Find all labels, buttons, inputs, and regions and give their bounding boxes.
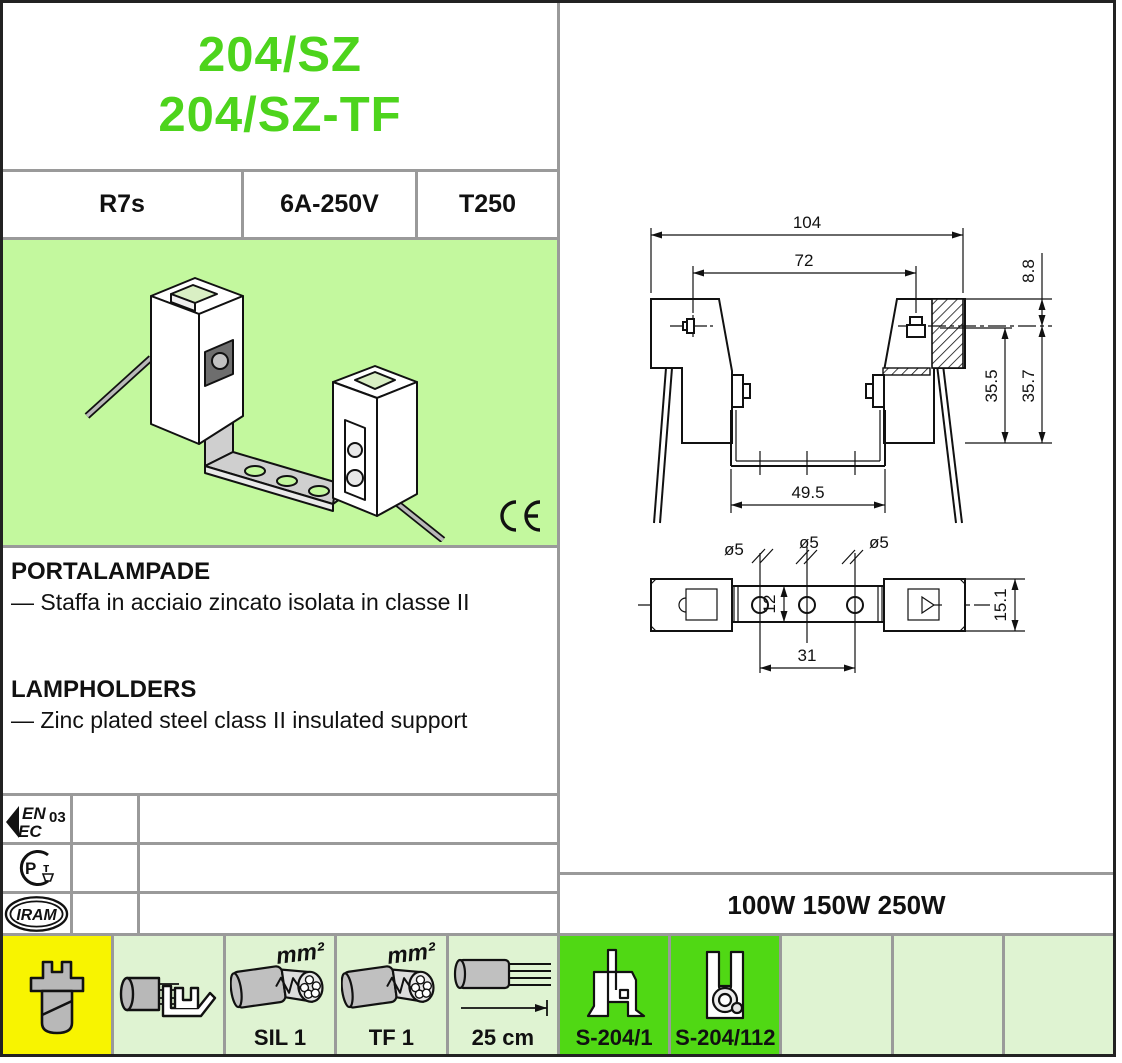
title-block xyxy=(3,3,557,169)
accessory-cell-sil1 xyxy=(223,936,334,1054)
svg-text:03: 03 xyxy=(48,809,66,826)
product-isometric-drawing xyxy=(3,240,557,542)
section-title-it: PORTALAMPADE xyxy=(11,558,211,585)
accessory-cell-cable-length xyxy=(446,936,557,1054)
accessory-cell-spare-s204-112 xyxy=(668,936,779,1054)
certification-row-iram xyxy=(3,891,557,934)
svg-text:IRAM: IRAM xyxy=(16,906,57,924)
specs-row xyxy=(3,169,557,237)
accessory-cell-tf1 xyxy=(334,936,445,1054)
wattage-text: 100W 150W 250W xyxy=(727,890,946,920)
svg-text:ø5: ø5 xyxy=(799,533,819,552)
svg-text:ø5: ø5 xyxy=(869,533,889,552)
cert-cell-empty xyxy=(73,796,140,842)
svg-text:104: 104 xyxy=(792,213,822,232)
spec-temperature: T250 xyxy=(415,172,557,237)
accessory-cell-empty xyxy=(1002,936,1113,1054)
gost-logo-cell xyxy=(3,845,73,891)
svg-text:Р: Р xyxy=(24,859,36,878)
svg-text:35.5: 35.5 xyxy=(982,369,1001,403)
description-block xyxy=(3,545,557,793)
cert-cell-empty-wide xyxy=(140,796,557,842)
accessories-row-right xyxy=(560,933,1113,1054)
accessories-row-left xyxy=(3,933,557,1054)
svg-text:35.7: 35.7 xyxy=(1019,369,1038,403)
svg-text:15.1: 15.1 xyxy=(991,588,1010,622)
svg-text:EN: EN xyxy=(21,804,46,823)
accessory-label: TF 1 xyxy=(368,1025,415,1050)
product-image-panel xyxy=(3,237,557,545)
accessory-label: S-204/112 xyxy=(675,1025,776,1050)
cert-cell-empty-wide xyxy=(140,845,557,891)
svg-text:12: 12 xyxy=(760,594,779,614)
iram-logo-cell xyxy=(3,894,73,934)
accessory-cell-empty xyxy=(891,936,1002,1054)
accessory-cell-crimp-terminal xyxy=(111,936,222,1054)
wattage-row xyxy=(560,872,1113,936)
cert-cell-empty-wide xyxy=(140,894,557,934)
gost-pct-mark-icon xyxy=(14,845,60,891)
section-english xyxy=(11,676,549,734)
cable-length-icon xyxy=(453,952,553,1020)
ce-mark-icon xyxy=(499,499,543,533)
section-title-en: LAMPHOLDERS xyxy=(11,676,197,703)
front-view xyxy=(651,213,1052,523)
accessory-label: S-204/1 xyxy=(575,1025,653,1050)
accessory-cell-spare-s204-1 xyxy=(560,936,668,1054)
crimp-terminal-icon xyxy=(119,958,219,1032)
svg-text:8.8: 8.8 xyxy=(1019,259,1038,283)
dimension-drawings xyxy=(560,3,1113,872)
section-line-en: — Zinc plated steel class II insulated support xyxy=(11,707,468,733)
accessory-cell-terminal-screw xyxy=(3,936,111,1054)
svg-text:т: т xyxy=(42,860,49,875)
svg-text:EC: EC xyxy=(17,822,42,841)
cert-cell-empty xyxy=(73,845,140,891)
certification-row-gost xyxy=(3,842,557,891)
plan-view xyxy=(638,533,1025,673)
svg-text:ø5: ø5 xyxy=(724,540,744,559)
svg-text:49.5: 49.5 xyxy=(791,483,825,502)
technical-drawing-panel xyxy=(560,3,1113,1057)
iram-mark-icon xyxy=(3,894,70,934)
cert-cell-empty xyxy=(73,894,140,934)
accessory-label: SIL 1 xyxy=(253,1025,307,1050)
svg-text:31: 31 xyxy=(797,646,817,665)
section-italian xyxy=(11,558,549,616)
wire-area-unit: mm² xyxy=(385,937,437,969)
enec-mark-icon xyxy=(5,796,69,842)
spec-lamp-cap: R7s xyxy=(99,190,145,218)
spare-part-bracket-icon xyxy=(578,946,650,1026)
enec-logo-cell xyxy=(3,796,73,842)
certification-row-enec xyxy=(3,796,557,842)
spec-rating: 6A-250V xyxy=(241,172,415,237)
accessory-label: 25 cm xyxy=(471,1025,535,1050)
terminal-screw-icon xyxy=(25,953,89,1037)
model-number-line1: 204/SZ xyxy=(198,28,362,83)
svg-text:72: 72 xyxy=(794,251,814,270)
accessory-cell-empty xyxy=(779,936,890,1054)
section-line-it: — Staffa in acciaio zincato isolata in classe II xyxy=(11,589,470,615)
wire-area-unit: mm² xyxy=(274,937,326,969)
model-number-line2: 204/SZ-TF xyxy=(158,88,402,142)
certification-table xyxy=(3,793,557,933)
spare-part-fork-icon xyxy=(689,946,761,1026)
